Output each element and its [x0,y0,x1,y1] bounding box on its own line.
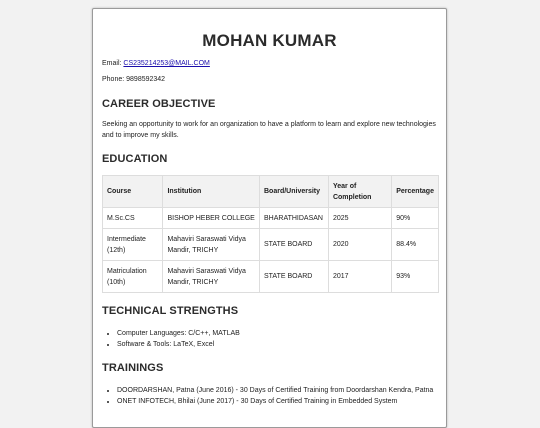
table-row [103,208,439,229]
table-cell: Mahaviri Saraswati Vidya Mandir, TRICHY [163,229,260,261]
column-header-percentage: Percentage [392,176,439,208]
table-row [103,261,439,293]
table-cell: Matriculation (10th) [103,261,163,293]
table-cell: BISHOP HEBER COLLEGE [163,208,260,229]
table-cell: 88.4% [392,229,439,261]
table-cell: 2017 [328,261,391,293]
education-heading: EDUCATION [102,153,168,165]
table-row [103,229,439,261]
table-cell: 93% [392,261,439,293]
phone-number: 9898592342 [126,76,166,83]
table-cell: STATE BOARD [260,261,329,293]
phone-line [102,75,437,84]
email-label: Email: [102,60,122,67]
phone-label: Phone: [102,76,125,83]
list-item: • Computer Languages: C/C++, MATLAB [117,328,437,339]
trainings-list [102,385,437,407]
career-objective-text: Seeking an opportunity to work for an organization to have a platform to learn and explore new technologies and to improve my skills. [102,121,436,139]
email-line [102,59,437,68]
column-header-year: Year of Completion [328,176,391,208]
candidate-name: MOHAN KUMAR [202,31,337,50]
table-cell: 2020 [328,229,391,261]
table-cell: M.Sc.CS [103,208,163,229]
table-cell: Intermediate (12th) [103,229,163,261]
table-cell: BHARATHIDASAN [260,208,329,229]
column-header-board: Board/University [260,176,329,208]
trainings-heading: TRAININGS [102,362,164,374]
technical-strengths-list [102,328,437,350]
list-item: • ONET INFOTECH, Bhilai (June 2017) - 30 Days of Certified Training in Embedded System [117,396,437,407]
table-cell: 2025 [328,208,391,229]
email-link[interactable]: CS235214253@MAIL.COM [123,60,210,67]
list-item: • DOORDARSHAN, Patna (June 2016) - 30 Days of Certified Training from Doordarshan Kendra, Patna [117,385,437,396]
technical-strengths-heading: TECHNICAL STRENGTHS [102,305,239,317]
table-cell: Mahaviri Saraswati Vidya Mandir, TRICHY [163,261,260,293]
column-header-institution: Institution [163,176,260,208]
table-cell: 90% [392,208,439,229]
list-item: • Software & Tools: LaTeX, Excel [117,339,437,350]
education-table [102,175,439,293]
career-objective-heading: CAREER OBJECTIVE [102,98,216,110]
column-header-course: Course [103,176,163,208]
table-cell: STATE BOARD [260,229,329,261]
resume-page [92,8,447,428]
table-header-row [103,176,439,208]
